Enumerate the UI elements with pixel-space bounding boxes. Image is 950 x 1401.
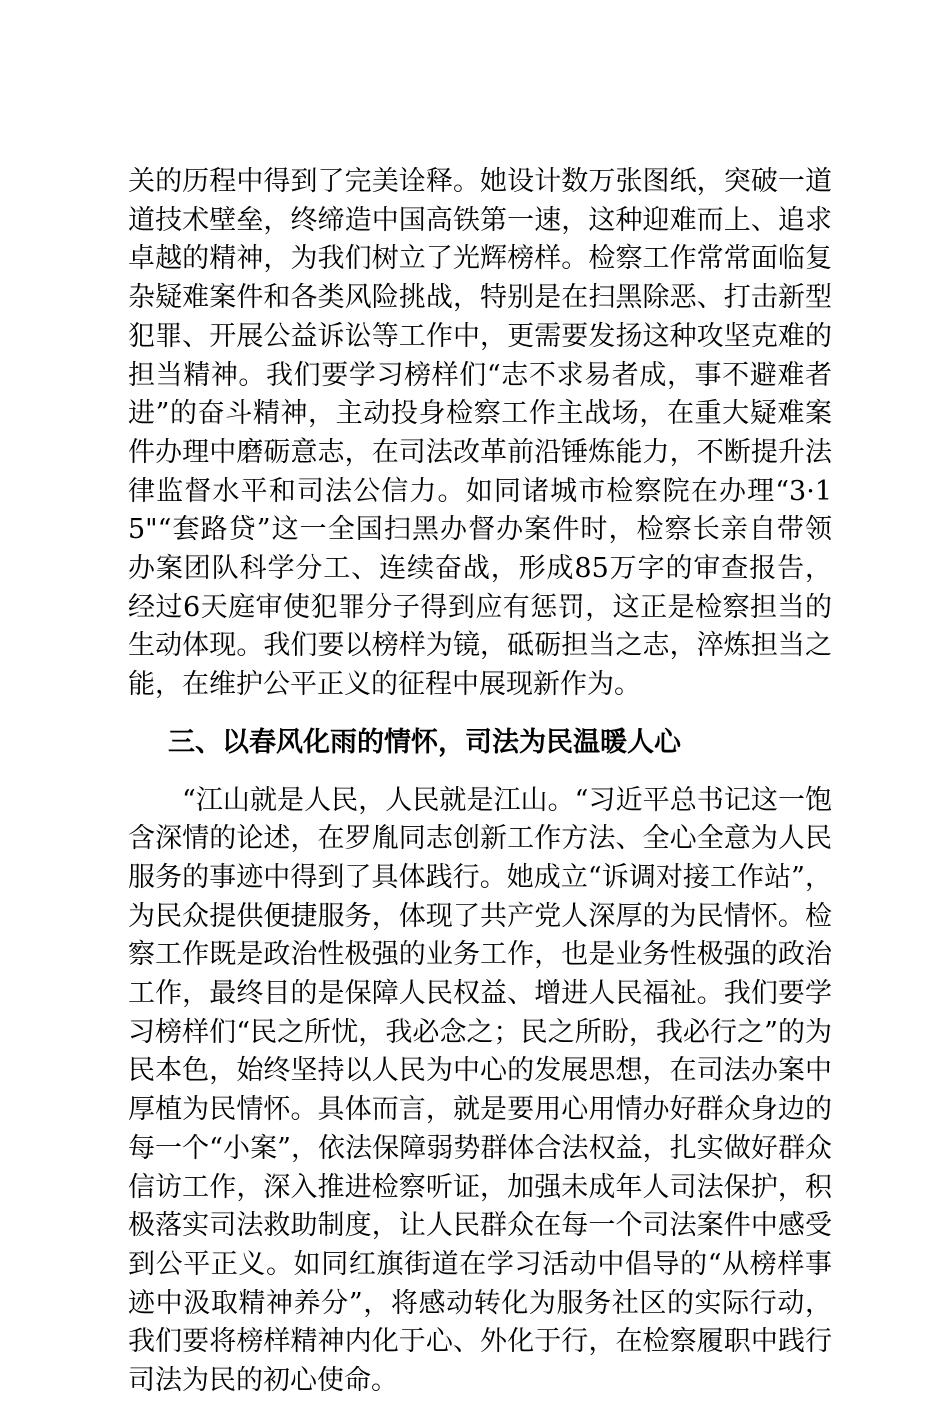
body-paragraph-continued: 关的历程中得到了完美诠释。她设计数万张图纸，突破一道道技术壁垒，终缔造中国高铁第一速，这种迎难而上、追求卓越的精神，为我们树立了光辉榜样。检察工作常常面临复杂疑难案件和各类风险挑战，特别是在扫黑除恶、打击新型犯罪、开展公益诉讼等工作中，更需要发扬这种攻坚克难的担当精神。我们要学习榜样们“志不求易者成，事不避难者进”的奋斗精神，主动投身检察工作主战场，在重大疑难案件办理中磨砺意志，在司法改革前沿锤炼能力，不断提升法律监督水平和司法公信力。如同诸城市检察院在办理“3·15"“套路贷”这一全国扫黑办督办案件时，检察长亲自带领办案团队科学分工、连续奋战，形成85万字的审查报告，经过6天庭审使犯罪分子得到应有惩罚，这正是检察担当的生动体现。我们要以榜样为镜，砥砺担当之志，淬炼担当之能，在维护公平正义的征程中展现新作为。 bbox=[128, 166, 832, 701]
section-heading-3: 三、以春风化雨的情怀，司法为民温暖人心 bbox=[168, 726, 681, 758]
body-paragraph: “江山就是人民，人民就是江山。“习近平总书记这一饱含深情的论述，在罗胤同志创新工作方法、全心全意为人民服务的事迹中得到了具体践行。她成立“诉调对接工作站”，为民众提供便捷服务，体现了共产党人深厚的为民情怀。检察工作既是政治性极强的业务工作，也是业务性极强的政治工作，最终目的是保障人民权益、增进人民福祉。我们要学习榜样们“民之所忧，我必念之；民之所盼，我必行之”的为民本色，始终坚持以人民为中心的发展思想，在司法办案中厚植为民情怀。具体而言，就是要用心用情办好群众身边的每一个“小案”，依法保障弱势群体合法权益，扎实做好群众信访工作，深入推进检察听证，加强未成年人司法保护，积极落实司法救助制度，让人民群众在每一个司法案件中感受到公平正义。如同红旗街道在学习活动中倡导的“从榜样事迹中汲取精神养分”，将感动转化为服务社区的实际行动，我们要将榜样精神内化于心、外化于行，在检察履职中践行司法为民的初心使命。 bbox=[128, 784, 832, 1397]
document-page bbox=[128, 163, 832, 1401]
